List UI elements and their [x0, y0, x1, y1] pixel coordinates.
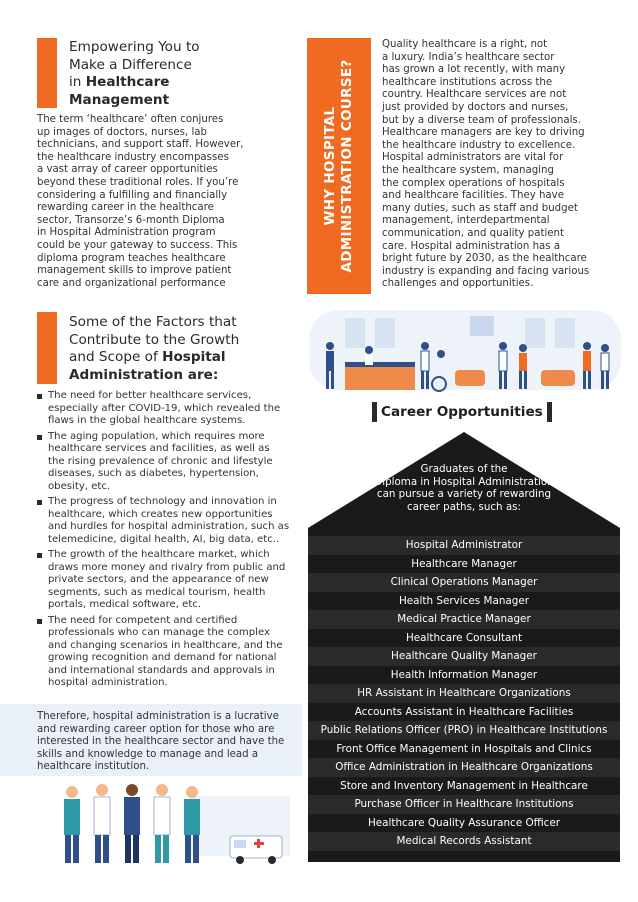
career-role-item: Healthcare Quality Assurance Officer: [308, 814, 620, 833]
why-paragraph-line: many duties, such as staff and budget: [382, 202, 578, 214]
hospital-reception-illustration: [305, 310, 625, 398]
conclusion-line: interested in the healthcare sector and have the: [37, 736, 285, 748]
bullet-square-icon: [37, 619, 42, 624]
why-banner: [307, 38, 371, 294]
why-paragraph-line: but by a diverse team of professionals.: [382, 114, 581, 126]
career-role-item: Purchase Officer in Healthcare Institutions: [308, 795, 620, 814]
factor-bullet-line: growing recognition and demand for national: [48, 652, 277, 663]
bullet-square-icon: [37, 435, 42, 440]
career-role-item: Front Office Management in Hospitals and Clinics: [308, 740, 620, 759]
career-role-item: Medical Records Assistant: [308, 832, 620, 851]
why-paragraph-line: communication, and quality patient: [382, 227, 565, 239]
why-paragraph-line: healthcare institutions across the: [382, 76, 553, 88]
factor-bullet-line: and hurdles for hospital administration, such as: [48, 521, 290, 532]
career-list: [308, 536, 620, 851]
career-role-item: Accounts Assistant in Healthcare Facilities: [308, 703, 620, 722]
career-intro: [308, 463, 620, 513]
career-title: [372, 401, 552, 423]
factor-bullet-line: and international standards and approvals in: [48, 664, 275, 676]
career-title-text: Career Opportunities: [381, 404, 543, 420]
factors-heading-line: Contribute to the Growth: [69, 331, 240, 348]
intro-accent-bar: [37, 38, 57, 108]
medical-staff-illustration: [40, 776, 302, 866]
factor-bullet-line: professionals who can manage the complex: [48, 627, 270, 638]
career-role-item: Public Relations Officer (PRO) in Healthcare Institutions: [308, 721, 620, 740]
intro-paragraph-line: technicians, and support staff. However,: [37, 139, 244, 151]
why-paragraph-line: Quality healthcare is a right, not: [382, 39, 548, 50]
factor-bullet-line: hospital administration.: [48, 677, 168, 688]
career-role-item: Healthcare Manager: [308, 555, 620, 574]
why-paragraph-line: management, interdepartmental: [382, 215, 550, 227]
factor-bullet-line: private sectors, and the appearance of new: [48, 574, 269, 585]
why-banner-text: [322, 60, 356, 273]
why-paragraph: [382, 39, 622, 291]
factors-heading-bold-inline: Hospital: [162, 349, 226, 365]
intro-heading: [69, 39, 299, 109]
factors-heading-bold-line: Administration are:: [69, 366, 219, 383]
intro-paragraph-line: in Hospital Administration program: [37, 227, 216, 239]
factor-bullet-line: the rising prevalence of chronic and lifestyle: [48, 455, 273, 467]
factors-bullet-list: [37, 390, 299, 693]
factor-bullet-line: flaws in the global healthcare systems.: [48, 415, 246, 426]
intro-heading-line: Make a Difference: [69, 56, 192, 73]
factor-bullet-line: healthcare services and facilities, as well as: [48, 443, 270, 454]
why-paragraph-line: bright future by 2030, as the healthcare: [382, 253, 587, 265]
why-paragraph-line: Hospital administrators are vital for: [382, 152, 564, 164]
intro-paragraph-line: sector, Transorze’s 6-month Diploma: [37, 214, 225, 226]
why-paragraph-line: industry is expanding and facing various: [382, 265, 590, 277]
intro-paragraph-line: management skills to improve patient: [37, 265, 232, 277]
why-paragraph-line: the healthcare system, managing: [382, 164, 554, 176]
career-intro-line: Graduates of the: [420, 463, 508, 475]
factor-bullet-line: The growth of the healthcare market, which: [48, 549, 270, 560]
factor-bullet-line: obesity, etc.: [48, 480, 111, 492]
career-role-item: Health Services Manager: [308, 592, 620, 611]
conclusion-line: Therefore, hospital administration is a lucrative: [37, 711, 279, 722]
factors-heading: [69, 314, 299, 384]
career-intro-line: Diploma in Hospital Administration: [374, 475, 554, 488]
intro-heading-in: in: [69, 74, 82, 90]
factors-accent-bar: [37, 312, 57, 384]
factor-bullet-line: diseases, such as diabetes, hypertension,: [48, 468, 259, 479]
career-role-item: Medical Practice Manager: [308, 610, 620, 629]
why-paragraph-line: the complex operations of hospitals: [382, 177, 565, 189]
career-role-item: Healthcare Quality Manager: [308, 647, 620, 666]
factor-bullet-line: and changing scenarios in healthcare, and the: [48, 639, 283, 651]
career-role-item: Hospital Administrator: [308, 536, 620, 555]
intro-heading-line: Empowering You to: [69, 39, 200, 55]
conclusion-line: healthcare institution.: [37, 761, 150, 773]
factor-bullet-line: The progress of technology and innovation in: [48, 496, 277, 507]
conclusion-paragraph: [37, 711, 299, 774]
bullet-square-icon: [37, 553, 42, 558]
intro-heading-bold-inline: Healthcare: [85, 74, 170, 90]
factor-bullet-line: The aging population, which requires more: [48, 430, 265, 442]
factor-bullet-line: segments, such as medical tourism, health: [48, 586, 266, 598]
why-banner-line: WHY HOSPITAL: [322, 106, 338, 226]
intro-paragraph-line: considering a fulfilling and financially: [37, 189, 228, 201]
intro-paragraph-line: diploma program teaches healthcare: [37, 252, 226, 264]
bullet-square-icon: [37, 394, 42, 399]
intro-paragraph-line: beyond these traditional roles. If you’re: [37, 176, 239, 188]
factor-bullet-item: [37, 431, 299, 494]
factor-bullet-line: portals, medical software, etc.: [48, 599, 202, 610]
why-paragraph-line: and healthcare facilities. They have: [382, 190, 564, 202]
career-role-item: HR Assistant in Healthcare Organizations: [308, 684, 620, 703]
intro-paragraph-line: up images of doctors, nurses, lab: [37, 126, 207, 138]
career-role-item: Health Information Manager: [308, 666, 620, 685]
conclusion-line: and rewarding career option for those who are: [37, 723, 275, 735]
why-paragraph-line: country. Healthcare services are not: [382, 89, 567, 101]
factor-bullet-item: [37, 390, 299, 428]
factor-bullet-item: [37, 615, 299, 690]
factor-bullet-item: [37, 549, 299, 612]
intro-paragraph-line: could be your gateway to success. This: [37, 239, 238, 251]
factors-heading-line: Some of the Factors that: [69, 314, 237, 330]
why-paragraph-line: a luxury. India’s healthcare sector: [382, 51, 555, 63]
factor-bullet-line: The need for competent and certified: [48, 614, 238, 626]
factor-bullet-item: [37, 496, 299, 546]
factor-bullet-line: telemedicine, digital health, AI, big data, etc..: [48, 533, 280, 545]
bullet-square-icon: [37, 500, 42, 505]
career-intro-line: career paths, such as:: [407, 500, 521, 513]
why-paragraph-line: just provided by doctors and nurses,: [382, 101, 569, 113]
career-role-item: Office Administration in Healthcare Organizations: [308, 758, 620, 777]
intro-paragraph-line: rewarding career in the healthcare: [37, 202, 214, 214]
career-role-item: Healthcare Consultant: [308, 629, 620, 648]
why-banner-line: ADMINISTRATION COURSE?: [339, 59, 355, 273]
intro-paragraph: [37, 114, 301, 290]
why-paragraph-line: has grown a lot recently, with many: [382, 64, 566, 76]
factors-heading-line: [69, 349, 299, 367]
intro-paragraph-line: The term ‘healthcare’ often conjures: [37, 114, 224, 125]
intro-heading-line: [69, 74, 299, 92]
factor-bullet-line: The need for better healthcare services,: [48, 390, 252, 401]
conclusion-line: skills and knowledge to manage and lead a: [37, 748, 259, 760]
career-role-item: Clinical Operations Manager: [308, 573, 620, 592]
career-title-bar-left: [372, 402, 377, 422]
why-paragraph-line: care. Hospital administration has a: [382, 240, 561, 252]
factor-bullet-line: especially after COVID-19, which revealed the: [48, 402, 281, 414]
intro-paragraph-line: a vast array of career opportunities: [37, 164, 218, 176]
career-role-item: Store and Inventory Management in Healthcare: [308, 777, 620, 796]
factors-heading-prefix: and Scope of: [69, 349, 163, 365]
intro-heading-bold-line: Management: [69, 91, 170, 108]
factor-bullet-line: healthcare, which creates new opportunities: [48, 508, 273, 520]
why-paragraph-line: challenges and opportunities.: [382, 278, 534, 290]
why-paragraph-line: the healthcare industry to excellence.: [382, 139, 576, 151]
intro-paragraph-line: the healthcare industry encompasses: [37, 151, 229, 163]
career-title-bar-right: [547, 402, 552, 422]
factor-bullet-line: draws more money and rivalry from public and: [48, 561, 286, 573]
career-intro-line: can pursue a variety of rewarding: [376, 488, 552, 501]
why-paragraph-line: Healthcare managers are key to driving: [382, 127, 585, 139]
intro-paragraph-line: care and organizational performance: [37, 277, 226, 289]
